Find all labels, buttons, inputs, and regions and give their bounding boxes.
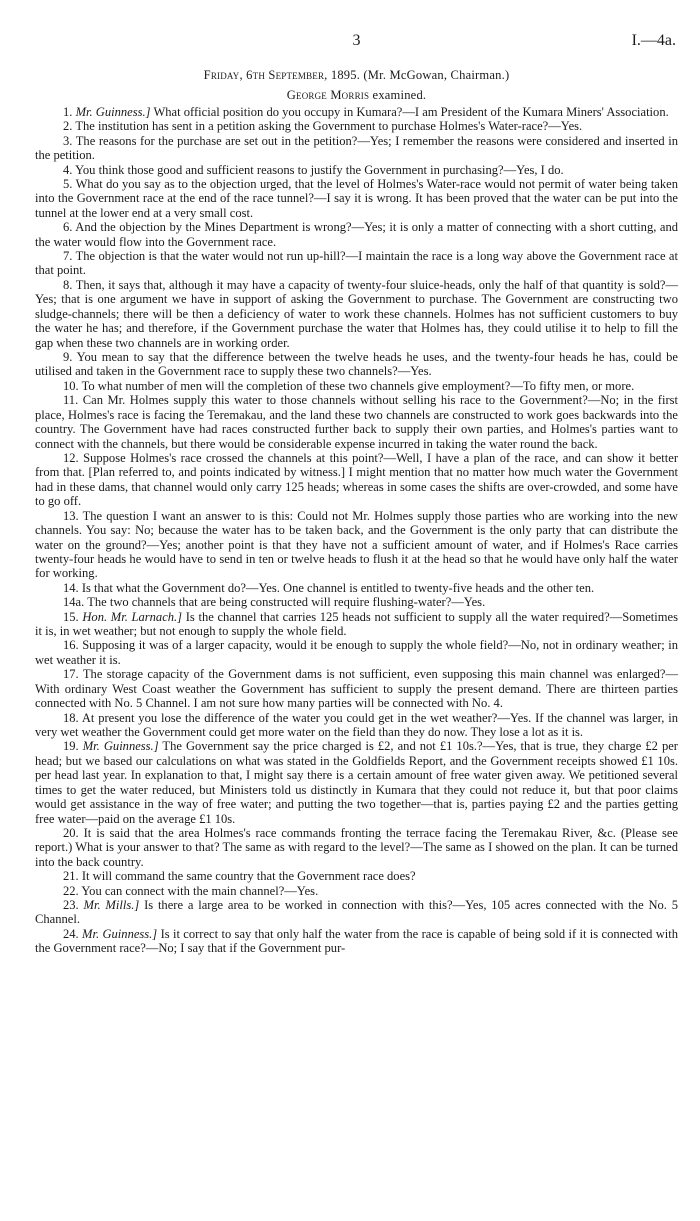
qa-paragraph xyxy=(35,163,678,177)
paragraph-number: 9. xyxy=(63,350,73,365)
paragraph-text: You can connect with the main channel?—Yes. xyxy=(81,883,319,898)
paragraph-text: Is the channel that carries 125 heads not sufficient to supply all the water required?—Sometimes it is, in wet weather; but not enough to supply the whole field. xyxy=(35,609,678,639)
page-header xyxy=(35,32,678,54)
qa-paragraph xyxy=(35,220,678,249)
speaker-label: Mr. Mills.] xyxy=(83,898,140,913)
paragraph-number: 17. xyxy=(63,667,79,682)
paragraph-number: 8. xyxy=(63,277,73,292)
paragraph-text: Supposing it was of a larger capacity, would it be enough to supply the whole field?—No, not in ordinary weather; in wet weather it is. xyxy=(35,638,679,667)
paragraph-text: At present you lose the difference of the water you could get in the wet weather?—Yes. If the channel was larger, in very wet weather the Government could get more water on the field than they do now. They lose a lot as it is. xyxy=(35,710,678,739)
paragraph-number: 12. xyxy=(63,450,79,465)
paragraph-text: It is said that the area Holmes's race commands fronting the terrace facing the Teremakau River, &c. (Please see report.) What is your answer to that? The same as with regard to the level?—The same as I showed on the plan. It can be turned into the back country. xyxy=(35,825,679,869)
qa-paragraph xyxy=(35,177,678,220)
speaker-label: Mr. Guinness.] xyxy=(75,104,151,119)
paragraph-text: The objection is that the water would not run up-hill?—I maintain the race is a long way above the Government race at that point. xyxy=(35,249,678,278)
paragraph-number: 24. xyxy=(63,926,79,941)
paragraph-text: You mean to say that the difference between the twelve heads he uses, and the twenty-four heads he has, could be utilised and taken in the Government race to supply these two channels?—Yes. xyxy=(35,350,679,379)
speaker-label: Mr. Guinness.] xyxy=(82,926,158,941)
qa-paragraph xyxy=(35,739,678,826)
paragraph-text: Then, it says that, although it may have a capacity of twenty-four sluice-heads, only the half of that quantity is sold?—Yes; that is one argument we have in support of asking the Government to purchase. The Government are constructing two sludge-channels; there will be then a deficiency of water to work these channels. Holmes has not sufficient customers to buy the water he has; and therefore, if the Government purchase the water that Holmes has, they could utilise it to help to fill the gap when these two channels are in working order. xyxy=(35,277,679,350)
paragraph-number: 4. xyxy=(63,162,73,177)
qa-paragraph xyxy=(35,869,678,883)
qa-paragraph xyxy=(35,119,678,133)
paragraph-text: It will command the same country that the Government race does? xyxy=(81,869,416,884)
sitting-chair: (Mr. McGowan, Chairman.) xyxy=(363,68,510,82)
paragraph-number: 2. xyxy=(63,119,73,134)
paragraph-text: Suppose Holmes's race crossed the channels at this point?—Well, I have a plan of the race, and can show it better from that. [Plan referred to, and points indicated by witness.] I might mention that no matter how much water the Government had in these dams, that channel would only carry 125 heads; whereas in some cases the shifts are over-crowded, and some have to go off. xyxy=(35,450,679,509)
paragraph-number: 15. xyxy=(63,609,79,624)
qa-paragraph xyxy=(35,379,678,393)
paragraph-number: 1. xyxy=(63,104,73,119)
qa-paragraph xyxy=(35,667,678,710)
paragraph-number: 13. xyxy=(63,508,79,523)
qa-paragraph xyxy=(35,509,678,581)
qa-paragraph xyxy=(35,711,678,740)
paragraph-text: Can Mr. Holmes supply this water to those channels without selling his race to the Government?—No; in the first place, Holmes's race is facing the Teremakau, and the land these two channels are constructed to work goes backwards into the country. The Government have had races constructed further back to supply their own parties, and Holmes's parties want to connect with the channels, but there would be considerable expense incurred in taking the water round the back. xyxy=(35,393,679,451)
paragraph-number: 21. xyxy=(63,869,79,884)
paragraph-text: The two channels that are being constructed will require flushing-water?—Yes. xyxy=(87,595,486,610)
sitting-heading xyxy=(35,68,678,82)
qa-paragraph xyxy=(35,610,678,639)
paragraph-number: 20. xyxy=(63,825,79,840)
paragraph-text: The storage capacity of the Government dams is not sufficient, even supposing this main channel was enlarged?—With ordinary West Coast weather the Government has sufficient to supply the present demand. There are thirteen parties connected with No. 5 Channel. I am not sure how many parties will be connected with No. 4. xyxy=(35,667,678,711)
paragraph-number: 11. xyxy=(63,393,79,408)
paragraph-text: The reasons for the purchase are set out in the petition?—Yes; I remember the reasons were considered and inserted in the petition. xyxy=(35,133,678,163)
speaker-label: Mr. Guinness.] xyxy=(82,739,159,754)
qa-paragraph xyxy=(35,826,678,869)
paragraph-text: You think those good and sufficient reasons to justify the Government in purchasing?—Yes, I do. xyxy=(75,162,564,177)
paragraph-number: 14. xyxy=(63,580,79,595)
paragraph-text: Is there a large area to be worked in connection with this?—Yes, 105 acres connected with the No. 5 Channel. xyxy=(35,898,679,927)
qa-paragraph xyxy=(35,350,678,379)
paragraph-text: The question I want an answer to is this: Could not Mr. Holmes supply those parties who are working into the new channels. You say: No; because the water has to be taken back, and the Government is the only party that can distribute the water on the ground?—Yes; another point is that they have not a sufficient amount of water, and if Holmes's Race carries twenty-four heads he would have to send in ten or twelve heads to flush it at the head so that he would have only half the water for working. xyxy=(35,508,678,581)
qa-paragraph xyxy=(35,451,678,509)
qa-paragraph xyxy=(35,884,678,898)
speaker-label: Hon. Mr. Larnach.] xyxy=(82,609,183,624)
paragraph-number: 6. xyxy=(63,220,73,235)
qa-paragraph xyxy=(35,581,678,595)
paragraph-text: What do you say as to the objection urged, that the level of Holmes's Water-race would not permit of water being taken into the Government race at the end of the race tunnel?—I say it is wrong. It has been proved that the water can be put into the tunnel at the lower end at a very small cost. xyxy=(35,176,678,220)
witness-name: George Morris xyxy=(286,88,370,103)
qa-paragraph xyxy=(35,898,678,927)
qa-paragraph xyxy=(35,638,678,667)
paragraph-text: The institution has sent in a petition asking the Government to purchase Holmes's Water-race?—Yes. xyxy=(75,119,583,134)
paragraph-number: 16. xyxy=(63,638,79,653)
paragraph-text: Is it correct to say that only half the water from the race is capable of being sold if it is connected with the Government race?—No; I say that if the Government pur- xyxy=(35,926,679,956)
paragraph-number: 19. xyxy=(63,739,79,754)
paragraph-number: 5. xyxy=(63,176,73,191)
paragraph-number: 14a. xyxy=(63,595,85,610)
paragraph-number: 22. xyxy=(63,883,79,898)
witness-heading xyxy=(35,88,678,102)
paragraph-number: 10. xyxy=(63,378,79,393)
paragraph-text: To what number of men will the completion of these two channels give employment?—To fifty men, or more. xyxy=(81,378,635,393)
paragraph-text: And the objection by the Mines Department is wrong?—Yes; it is only a matter of connecting with a short cutting, and the water would flow into the Government race. xyxy=(35,220,678,249)
qa-paragraph xyxy=(35,105,678,119)
witness-action: examined. xyxy=(372,88,427,103)
page-number: 3 xyxy=(352,32,361,49)
qa-paragraph xyxy=(35,595,678,609)
qa-paragraph xyxy=(35,249,678,278)
paragraph-number: 7. xyxy=(63,249,73,264)
page-reference: I.—4a. xyxy=(631,32,676,49)
sitting-date: Friday, 6th September, 1895. xyxy=(203,68,361,82)
qa-paragraph xyxy=(35,927,678,956)
paragraph-text: Is that what the Government do?—Yes. One channel is entitled to twenty-five heads and the other ten. xyxy=(81,580,595,595)
paragraph-text: The Government say the price charged is £2, and not £1 10s.?—Yes, that is true, they charge £2 per head; but we based our calculations on what was stated in the Goldfields Report, and the Government receipts showed £1 10s. per head last year. In explanation to that, I might say there is a certain amount of free water given away. We petitioned several times to get the water reduced, but Ministers told us distinctly in Kumara that they could not reduce it, but that poor claims would get assistance in the way of free water; and putting the two together—that is, parties paying £2 and the parties getting free water—paid on the average £1 10s. xyxy=(35,739,678,826)
qa-paragraph xyxy=(35,393,678,451)
paragraph-number: 23. xyxy=(63,898,79,913)
qa-paragraph xyxy=(35,278,678,350)
paragraph-number: 18. xyxy=(63,710,79,725)
examination-body xyxy=(35,105,678,956)
paragraph-number: 3. xyxy=(63,133,73,148)
paragraph-text: What official position do you occupy in Kumara?—I am President of the Kumara Miners' Association. xyxy=(153,104,669,119)
qa-paragraph xyxy=(35,134,678,163)
